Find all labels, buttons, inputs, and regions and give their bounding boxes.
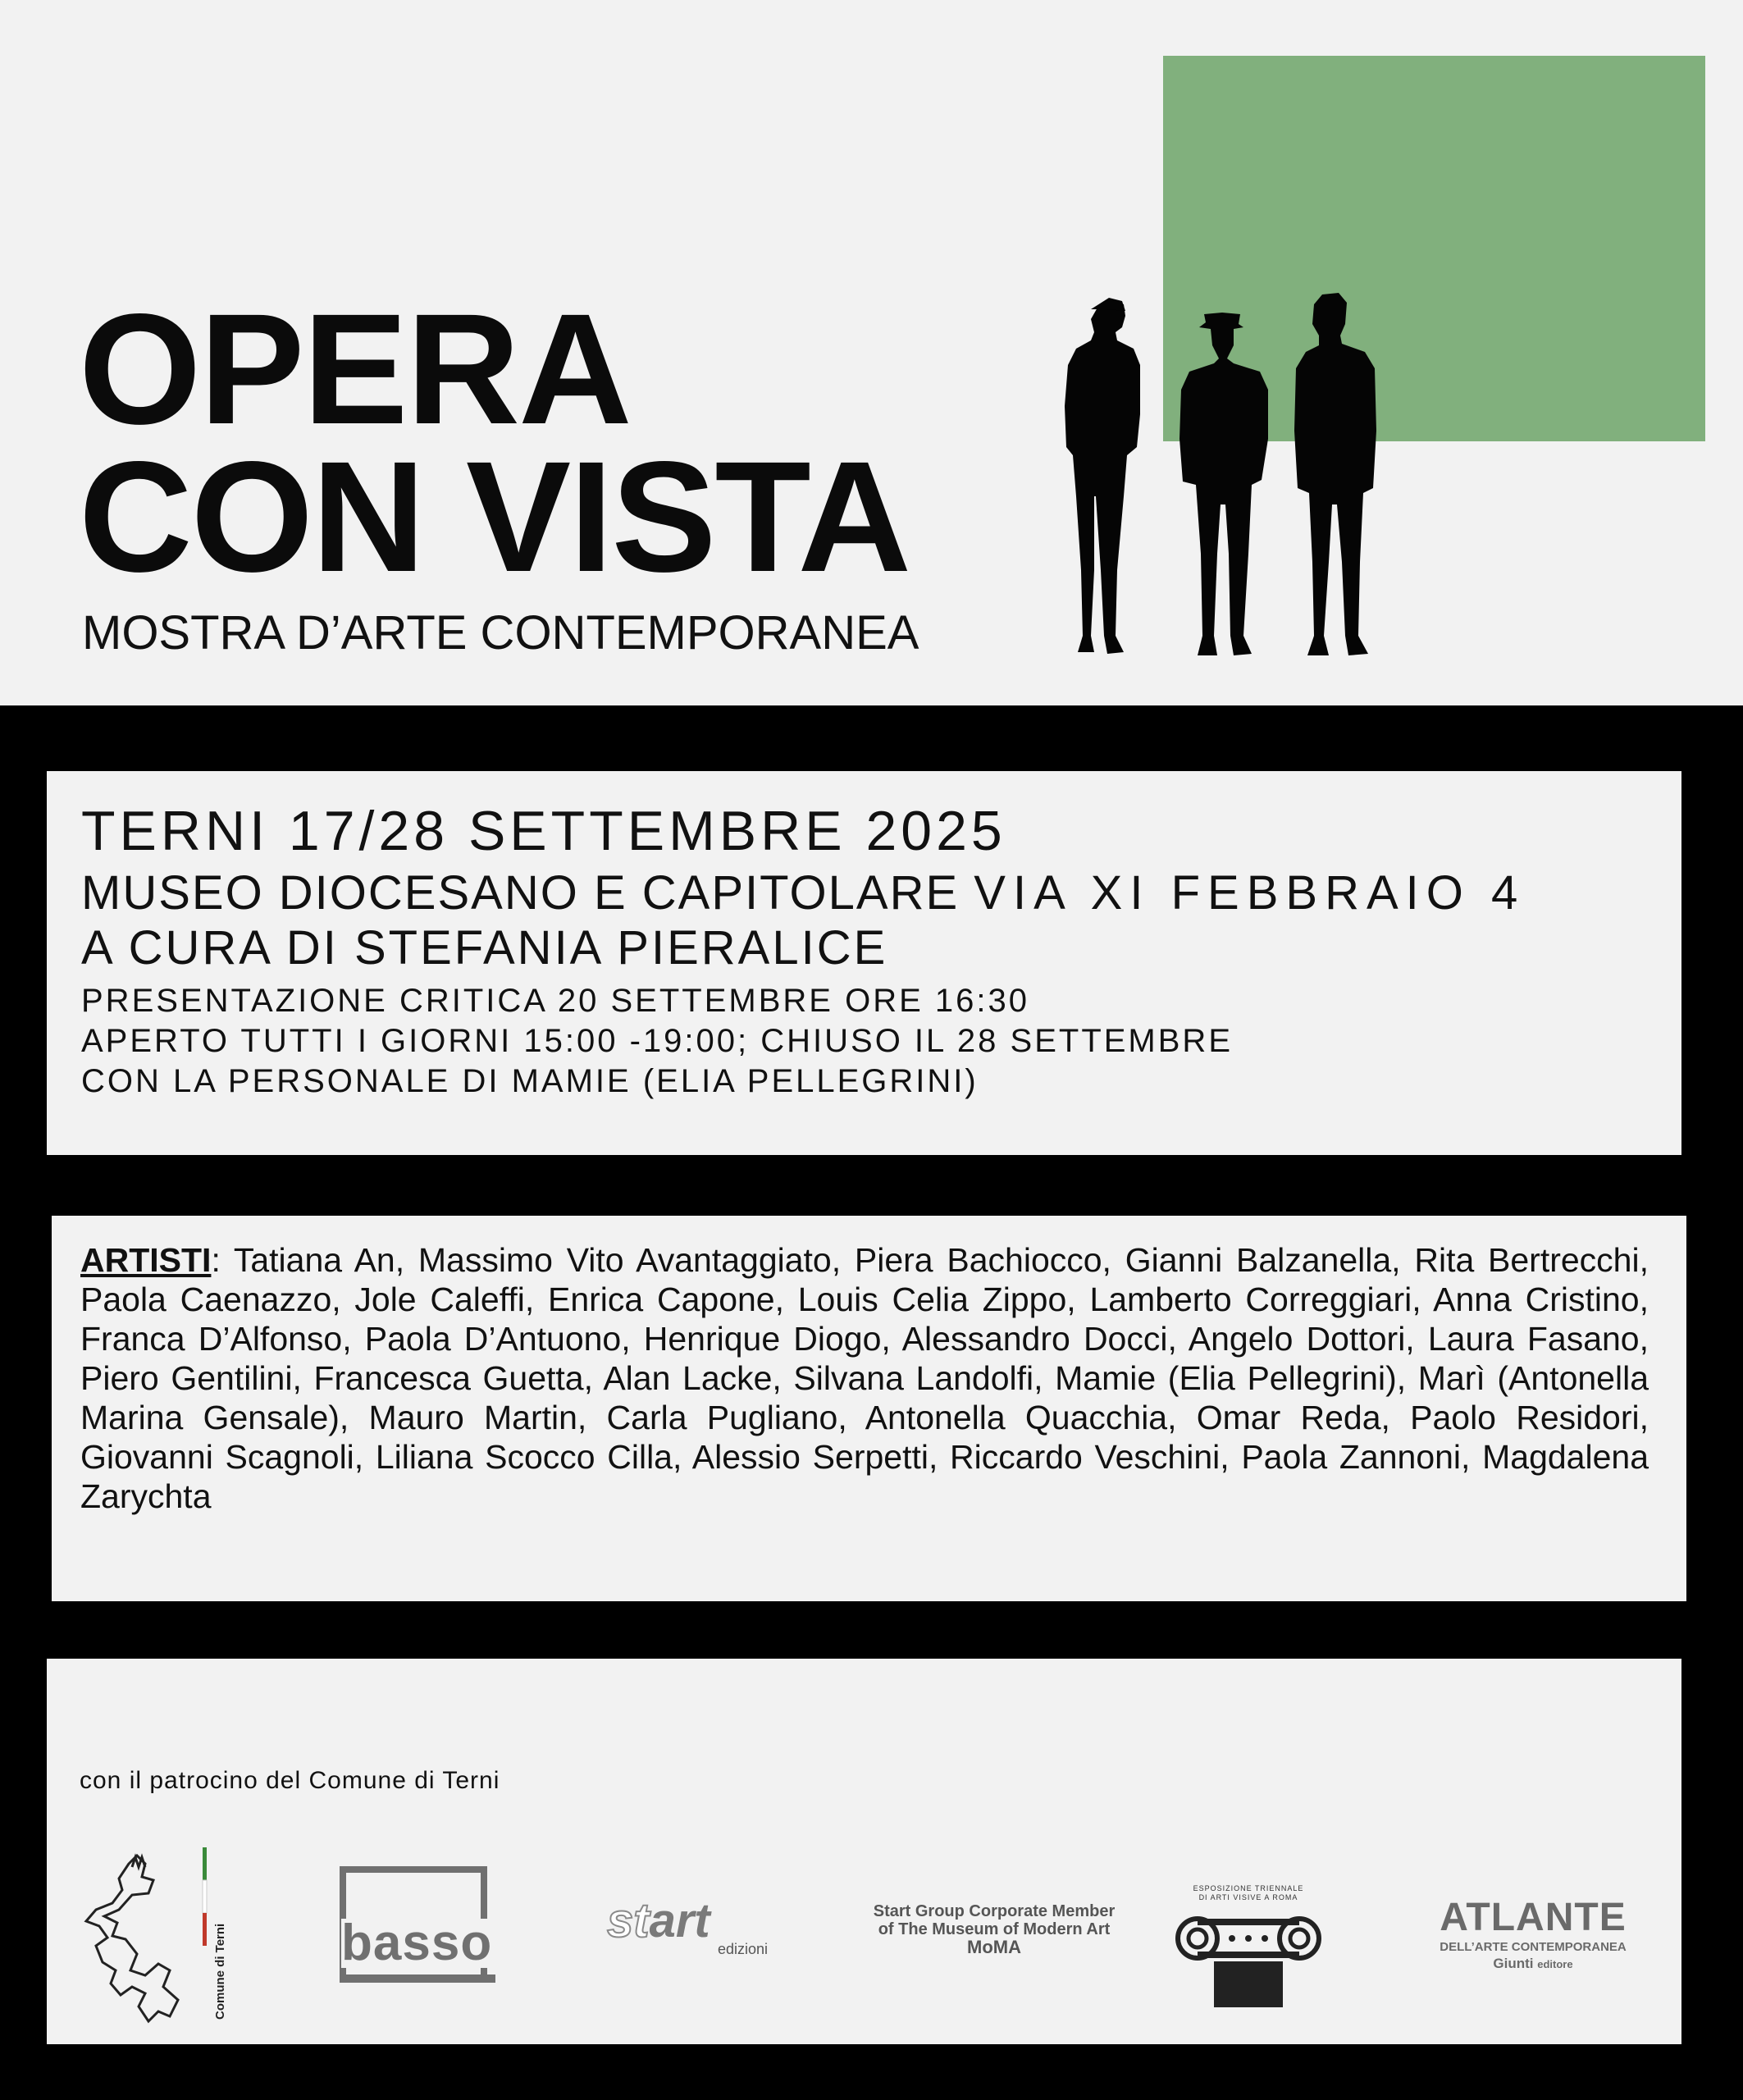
- moma-line-1: Start Group Corporate Member: [873, 1902, 1116, 1920]
- editore-text: editore: [1537, 1958, 1573, 1970]
- triennale-logo: [1166, 1884, 1330, 2007]
- event-solo-show: CON LA PERSONALE DI MAMIE (ELIA PELLEGRINI): [81, 1063, 979, 1099]
- sponsors-panel: [47, 1659, 1681, 2044]
- atlante-publisher: [1402, 1956, 1664, 1973]
- silhouette-left: [1065, 298, 1140, 654]
- event-venue: [81, 865, 1525, 920]
- event-opening-hours: APERTO TUTTI I GIORNI 15:00 -19:00; CHIUSO IL 28 SETTEMBRE: [81, 1023, 1233, 1059]
- artists-label: ARTISTI: [80, 1241, 212, 1279]
- patronage-text: con il patrocino del Comune di Terni: [80, 1767, 500, 1794]
- atlante-subtitle: DELL’ARTE CONTEMPORANEA: [1440, 1940, 1627, 1954]
- exhibition-title: [79, 281, 910, 605]
- exhibition-subtitle: MOSTRA D’ARTE CONTEMPORANEA: [82, 606, 919, 660]
- ionic-column-icon: [1166, 1904, 1330, 2011]
- venue-address: VIA XI FEBBRAIO 4: [974, 866, 1526, 920]
- giunti-text: Giunti: [1493, 1956, 1534, 1971]
- comune-label: Comune di Terni: [213, 1923, 227, 2020]
- basso-logo: [340, 1866, 495, 1981]
- silhouette-middle: [1179, 313, 1268, 655]
- header-section: [0, 0, 1743, 705]
- triennale-line-2: DI ARTI VISIVE A ROMA: [1198, 1893, 1298, 1901]
- event-curator: A CURA DI STEFANIA PIERALICE: [81, 921, 888, 975]
- title-line-2: CON VISTA: [79, 428, 910, 605]
- moma-line-2: of The Museum of Modern Art: [878, 1920, 1111, 1938]
- title-line-1: OPERA: [79, 281, 631, 457]
- basso-text: basso: [341, 1915, 493, 1971]
- start-art: art: [649, 1894, 710, 1947]
- moma-member-logo: [838, 1902, 1150, 1956]
- start-edizioni: edizioni: [718, 1941, 769, 1957]
- start-edizioni-logo: [607, 1893, 771, 1959]
- moma-line-3: MoMA: [967, 1937, 1021, 1957]
- venue-name: MUSEO DIOCESANO E CAPITOLARE: [81, 866, 960, 920]
- event-presentation: PRESENTAZIONE CRITICA 20 SETTEMBRE ORE 16:30: [81, 983, 1029, 1019]
- atlante-giunti-logo: [1402, 1897, 1664, 1973]
- comune-di-terni-logo: [80, 1831, 235, 2028]
- event-dates: TERNI 17/28 SETTEMBRE 2025: [81, 800, 1006, 862]
- basso-underline: [340, 1974, 495, 1983]
- triennale-line-1: ESPOSIZIONE TRIENNALE: [1193, 1884, 1304, 1892]
- atlante-title: ATLANTE: [1440, 1896, 1627, 1939]
- start-st: st: [607, 1894, 650, 1947]
- event-info-panel: [47, 771, 1681, 1155]
- artists-panel: [52, 1216, 1686, 1601]
- silhouette-right: [1294, 293, 1376, 655]
- terni-dragon-icon: [80, 1831, 235, 2028]
- artists-list: [80, 1240, 1649, 1516]
- artists-names: : Tatiana An, Massimo Vito Avantaggiato, Piera Bachiocco, Gianni Balzanella, Rita Bertrecchi, Paola Caenazzo, Jole Caleffi, Enrica Capone, Louis Celia Zippo, Lamberto Correggiari, Anna Cristino, Franca D’Alfonso, Paola D’Antuono, Henrique Diogo, Alessandro Docci, Angelo Dottori, Laura Fasano, Piero Gentilini, Francesca Guetta, Alan Lacke, Silvana Landolfi, Mamie (Elia Pellegrini), Marì (Antonella Marina Gensale), Mauro Martin, Carla Pugliano, Antonella Quacchia, Omar Reda, Paolo Residori, Giovanni Scagnoli, Liliana Scocco Cilla, Alessio Serpetti, Riccardo Veschini, Paola Zannoni, Magdalena Zarychta: [80, 1241, 1649, 1515]
- three-men-silhouette: [1058, 291, 1419, 677]
